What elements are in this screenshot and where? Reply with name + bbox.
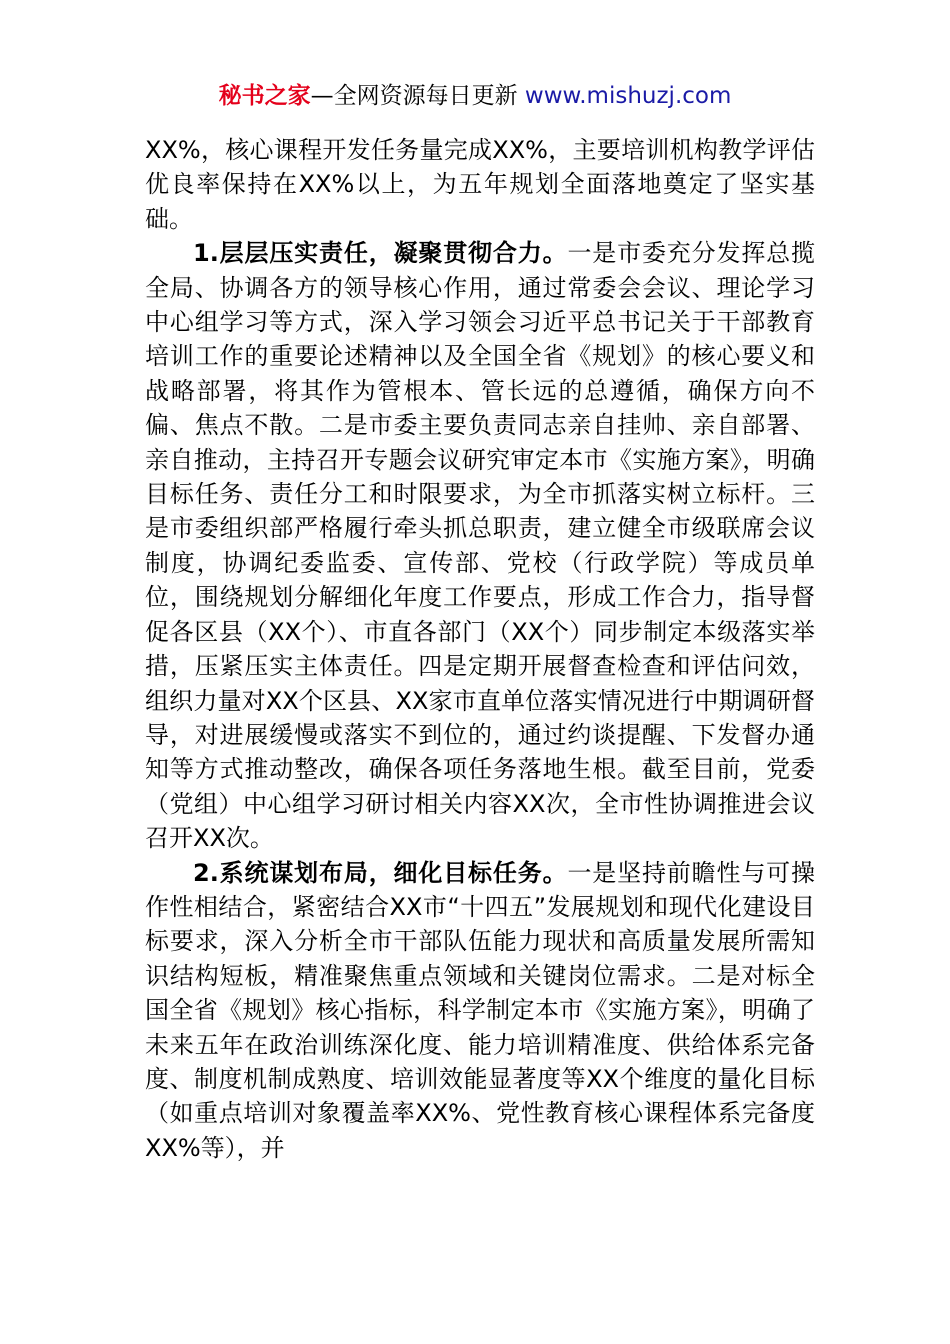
section-heading: 1.层层压实责任，凝聚贯彻合力。 [193, 239, 568, 268]
paragraph-continuation [145, 133, 815, 236]
paragraph-section-2 [145, 856, 815, 1166]
site-header [0, 80, 950, 112]
document-body [145, 133, 815, 1165]
site-url-link[interactable]: www.mishuzj.com [524, 83, 732, 109]
site-brand: 秘书之家 [218, 83, 311, 109]
paragraph-text: 一是市委充分发挥总揽全局、协调各方的领导核心作用，通过常委会会议、理论学习中心组学习等方式，深入学习领会习近平总书记关于干部教育培训工作的重要论述精神以及全国全省《规划》的核心要义和战略部署，将其作为管根本、管长远的总遵循，确保方向不偏、焦点不散。二是市委主要负责同志亲自挂帅、亲自部署、亲自推动，主持召开专题会议研究审定本市《实施方案》，明确目标任务、责任分工和时限要求，为全市抓落实树立标杆。三是市委组织部严格履行牵头抓总职责，建立健全市级联席会议制度，协调纪委监委、宣传部、党校（行政学院）等成员单位，围绕规划分解细化年度工作要点，形成工作合力，指导督促各区县（XX个）、市直各部门（XX个）同步制定本级落实举措，压紧压实主体责任。四是定期开展督查检查和评估问效，组织力量对XX个区县、XX家市直单位落实情况进行中期调研督导，对进展缓慢或落实不到位的，通过约谈提醒、下发督办通知等方式推动整改，确保各项任务落地生根。截至目前，党委（党组）中心组学习研讨相关内容XX次，全市性协调推进会议召开XX次。 [145, 239, 816, 853]
section-heading: 2.系统谋划布局，细化目标任务。 [193, 858, 568, 887]
paragraph-text: XX%，核心课程开发任务量完成XX%，主要培训机构教学评估优良率保持在XX%以上，为五年规划全面落地奠定了坚实基础。 [145, 136, 815, 233]
site-tagline: —全网资源每日更新 [310, 83, 525, 109]
paragraph-section-1 [145, 236, 815, 855]
paragraph-text: 一是坚持前瞻性与可操作性相结合，紧密结合XX市“十四五”发展规划和现代化建设目标要求，深入分析全市干部队伍能力现状和高质量发展所需知识结构短板，精准聚焦重点领域和关键岗位需求。二是对标全国全省《规划》核心指标，科学制定本市《实施方案》，明确了未来五年在政治训练深化度、能力培训精准度、供给体系完备度、制度机制成熟度、培训效能显著度等XX个维度的量化目标（如重点培训对象覆盖率XX%、党性教育核心课程体系完备度XX%等），并 [145, 858, 816, 1162]
